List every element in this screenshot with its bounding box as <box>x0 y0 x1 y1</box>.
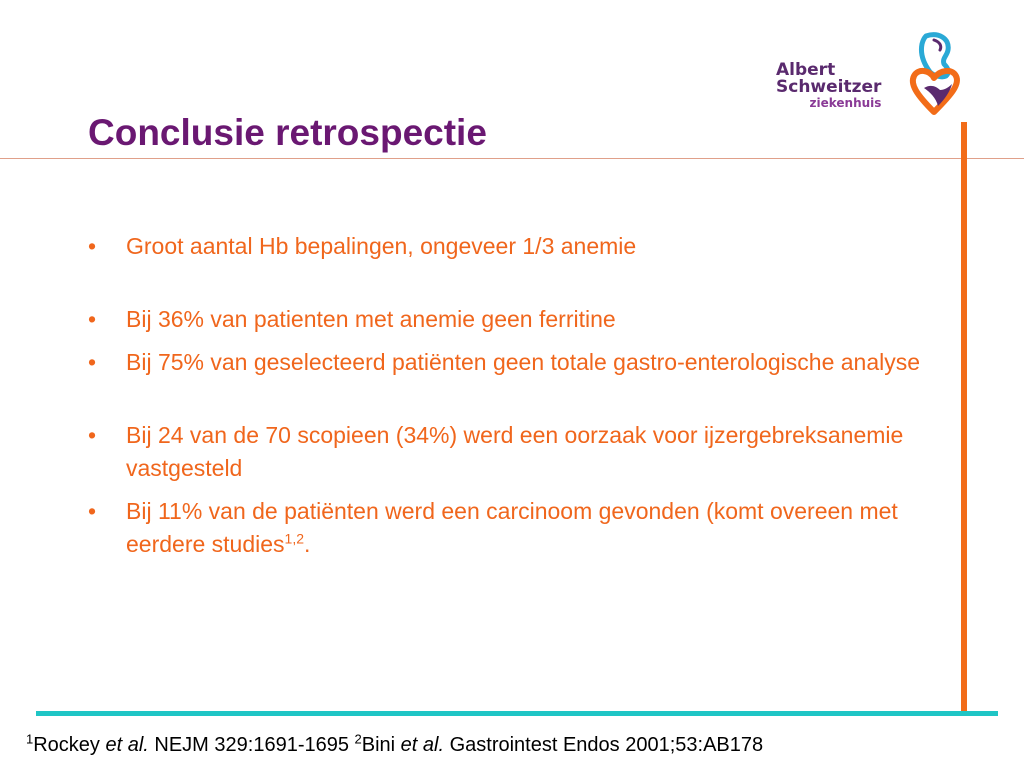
footnote-marker-1: 1 <box>26 731 34 747</box>
logo-line-ziekenhuis: ziekenhuis <box>809 96 882 110</box>
bullet-text-end: . <box>304 531 311 557</box>
logo-wordmark <box>776 62 881 110</box>
references-footnote <box>26 731 764 757</box>
bullet-marker: • <box>88 422 97 448</box>
bullet-marker: • <box>88 233 97 259</box>
slide-title: Conclusie retrospectie <box>88 112 487 153</box>
bullet-item <box>88 230 948 263</box>
bullet-text: Bij 75% van geselecteerd patiënten geen totale gastro-enterologische analyse <box>126 349 921 375</box>
citation-superscript: 1,2 <box>284 530 305 547</box>
bullet-item <box>88 346 948 379</box>
footnote-ref-1: NEJM 329:1691-1695 <box>148 734 355 756</box>
footnote-marker-2: 2 <box>354 731 362 747</box>
bullet-item <box>88 419 948 485</box>
footnote-etal-1: et al. <box>105 734 149 756</box>
bottom-accent-line <box>36 711 998 716</box>
footnote-author-1: Rockey <box>33 734 106 756</box>
bullet-list <box>88 230 948 561</box>
bullet-marker: • <box>88 498 97 524</box>
bullet-marker: • <box>88 349 97 375</box>
footnote-author-2: Bini <box>361 734 401 756</box>
logo-line-albert: Albert <box>776 60 836 80</box>
title-divider-line <box>0 158 1024 159</box>
logo-heart-icon <box>904 32 964 122</box>
logo-line-schweitzer: Schweitzer <box>776 77 882 97</box>
albert-schweitzer-logo <box>776 32 966 122</box>
vertical-accent-line <box>961 122 967 715</box>
bullet-text: Groot aantal Hb bepalingen, ongeveer 1/3 anemie <box>126 233 637 259</box>
bullet-text: Bij 24 van de 70 scopieen (34%) werd een oorzaak voor ijzergebreksanemie vastgesteld <box>126 422 904 481</box>
bullet-text: Bij 11% van de patiënten werd een carcinoom gevonden (komt overeen met eerdere studies <box>126 498 898 557</box>
footnote-etal-2: et al. <box>400 734 445 756</box>
footnote-ref-2: Gastrointest Endos 2001;53:AB178 <box>444 734 764 756</box>
bullet-item <box>88 495 948 561</box>
bullet-marker: • <box>88 306 97 332</box>
bullet-text: Bij 36% van patienten met anemie geen ferritine <box>126 306 616 332</box>
bullet-item <box>88 303 948 336</box>
